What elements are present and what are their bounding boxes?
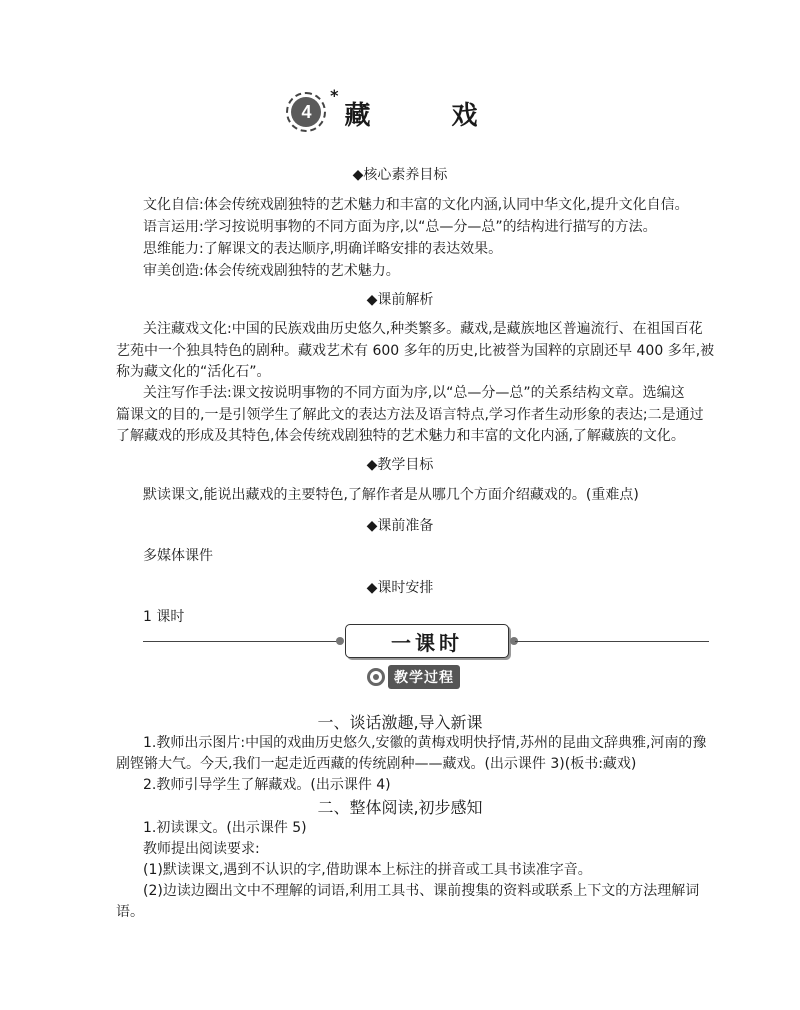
target-icon (367, 668, 385, 686)
part2-line: 语。 (116, 904, 144, 920)
part1-line: 1.教师出示图片:中国的戏曲历史悠久,安徽的黄梅戏明快抒情,苏州的昆曲文辞典雅,河南的豫 (143, 735, 707, 751)
prep-line: 关注写作手法:课文按说明事物的不同方面为序,以“总—分—总”的关系结构文章。选编这 (143, 385, 685, 401)
part2-line: (2)边读边圈出文中不理解的词语,利用工具书、课前搜集的资料或联系上下文的方法理解词 (143, 883, 700, 899)
goal-line: 默读课文,能说出藏戏的主要特色,了解作者是从哪几个方面介绍藏戏的。(重难点) (143, 487, 639, 503)
part1-heading: 一、谈话激趣,导入新课 (317, 713, 483, 732)
part2-heading: 二、整体阅读,初步感知 (317, 798, 483, 817)
prep-line: 篇课文的目的,一是引领学生了解此文的表达方法及语言特点,学习作者生动形象的表达;二是通过 (116, 407, 704, 423)
process-label: 教学过程 (388, 665, 460, 689)
prep-line: 了解藏戏的形成及其特色,体会传统戏剧独特的艺术魅力和丰富的文化内涵,了解藏族的文化。 (116, 428, 685, 444)
star-icon: * (330, 86, 339, 105)
divider-right (515, 641, 709, 642)
section-schedule: ◆课时安排 (366, 580, 434, 596)
ready-line: 多媒体课件 (143, 548, 213, 564)
process-tag (367, 666, 460, 688)
core-line: 文化自信:体会传统戏剧独特的艺术魅力和丰富的文化内涵,认同中华文化,提升文化自信。 (143, 197, 689, 213)
lesson-number-badge (286, 86, 339, 134)
core-line: 思维能力:了解课文的表达顺序,明确详略安排的表达效果。 (143, 241, 503, 257)
part2-line: (1)默读课文,遇到不认识的字,借助课本上标注的拼音或工具书读准字音。 (143, 862, 592, 878)
section-preparation: ◆课前准备 (366, 518, 434, 534)
section-core-goals: ◆核心素养目标 (352, 167, 448, 183)
time-line: 1 课时 (143, 609, 185, 625)
prep-line: 称为藏文化的“活化石”。 (116, 364, 271, 380)
lesson-title (0, 86, 800, 134)
part1-line: 剧铿锵大气。今天,我们一起走近西藏的传统剧种——藏戏。(出示课件 3)(板书:藏戏) (116, 756, 637, 772)
section-teaching-goal: ◆教学目标 (366, 457, 434, 473)
core-line: 审美创造:体会传统戏剧独特的艺术魅力。 (143, 263, 400, 279)
page-title: 藏 戏 (344, 100, 514, 131)
divider-dot (336, 637, 344, 645)
lesson-number: 4 (291, 97, 321, 127)
part1-line: 2.教师引导学生了解藏戏。(出示课件 4) (143, 777, 391, 793)
part2-line: 教师提出阅读要求: (143, 841, 260, 857)
lesson-period-box: 一课时 (345, 624, 509, 658)
part2-line: 1.初读课文。(出示课件 5) (143, 820, 307, 836)
divider-left (143, 641, 339, 642)
core-line: 语言运用:学习按说明事物的不同方面为序,以“总—分—总”的结构进行描写的方法。 (143, 219, 657, 235)
section-pre-analysis: ◆课前解析 (366, 292, 434, 308)
prep-line: 艺苑中一个独具特色的剧种。藏戏艺术有 600 多年的历史,比被誉为国粹的京剧还早 400 多年,被 (116, 343, 715, 359)
prep-line: 关注藏戏文化:中国的民族戏曲历史悠久,种类繁多。藏戏,是藏族地区普遍流行、在祖国百花 (143, 321, 703, 337)
